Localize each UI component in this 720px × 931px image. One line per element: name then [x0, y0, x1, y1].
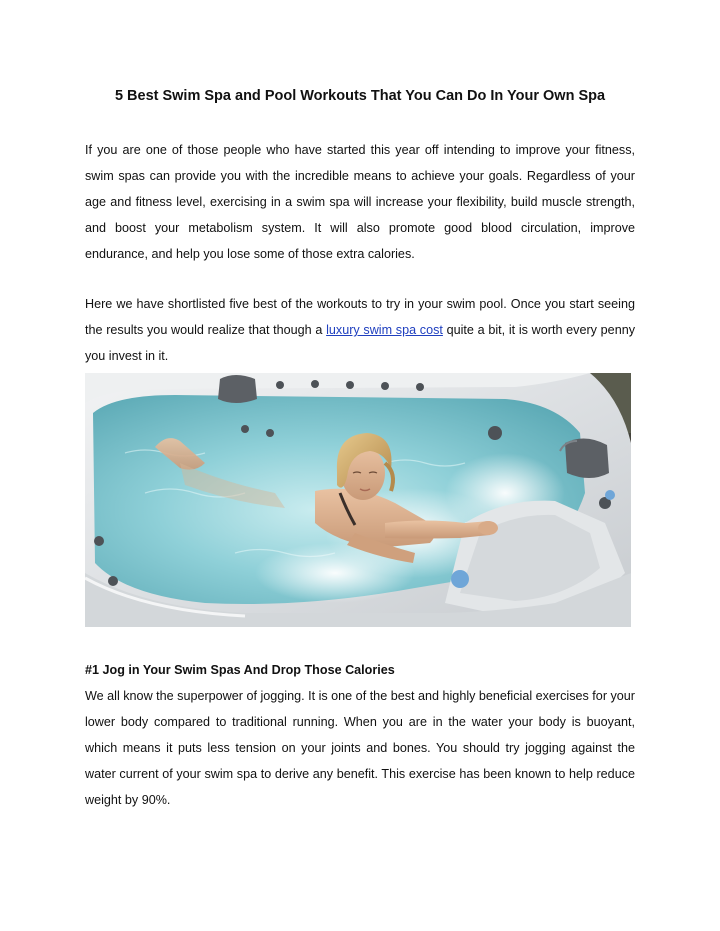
section-1-body: We all know the superpower of jogging. It is one of the best and highly beneficial exercises for your lower body compared to traditional running. When you are in the water your body is buoyant, which means it puts less tension on your joints and bones. You should try jogging against the water current of your swim spa to derive any benefit. This exercise has been known to help reduce weight by 90%. [85, 689, 636, 807]
second-paragraph [85, 291, 635, 369]
second-paragraph-text-before-link: Here we have shortlisted five best of the workouts to try in your swim pool. Once you start seeing the results you would realize that though a [85, 297, 635, 337]
page-title: 5 Best Swim Spa and Pool Workouts That You Can Do In Your Own Spa [114, 88, 606, 104]
luxury-swim-spa-cost-link[interactable]: luxury swim spa cost [326, 323, 443, 337]
swim-spa-photo [85, 373, 631, 627]
section-1-heading: #1 Jog in Your Swim Spas And Drop Those Calories [85, 663, 395, 677]
second-paragraph-text-after-link: quite a bit, it is worth every penny you invest in it. [85, 323, 635, 363]
intro-paragraph: If you are one of those people who have started this year off intending to improve your fitness, swim spas can provide you with the incredible means to achieve your goals. Regardless of your age and fitness level, exercising in a swim spa will increase your flexibility, build muscle strength, and boost your metabolism system. It will also promote good blood circulation, improve endurance, and help you lose some of those extra calories. [85, 143, 635, 261]
